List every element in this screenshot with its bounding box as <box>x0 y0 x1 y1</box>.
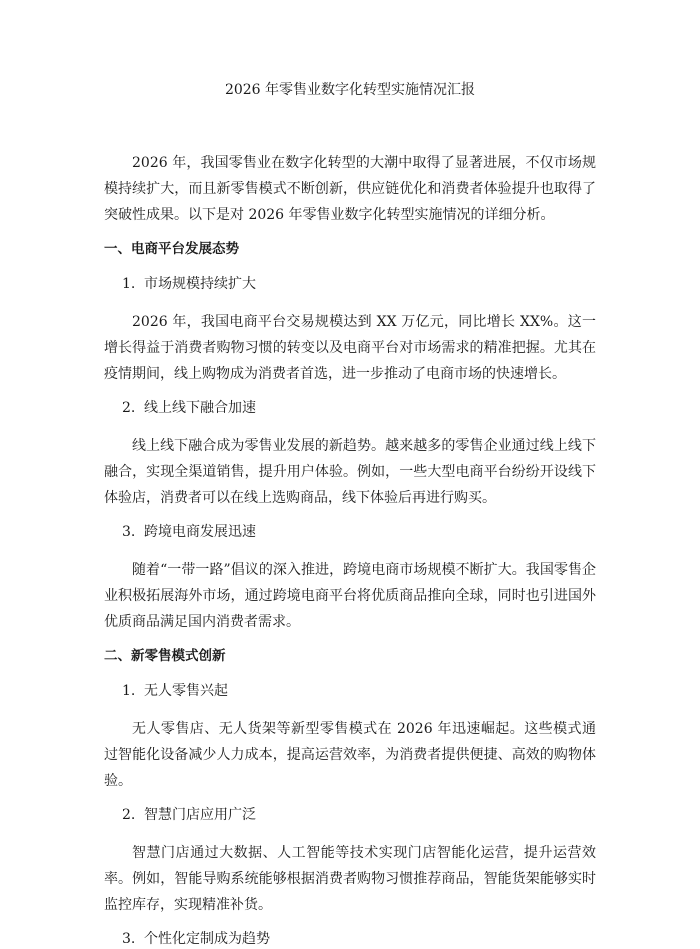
paragraph-1-3: 随着“一带一路”倡议的深入推进，跨境电商市场规模不断扩大。我国零售企业积极拓展海外市场，通过跨境电商平台将优质商品推向全球，同时也引进国外优质商品满足国内消费者需求。 <box>104 562 596 630</box>
section-heading-2: 二、新零售模式创新 <box>104 648 226 664</box>
subheading-text: 跨境电商发展迅速 <box>144 524 256 540</box>
paragraph-1-2: 线上线下融合成为零售业发展的新趋势。越来越多的零售企业通过线上线下融合，实现全渠道销售，提升用户体验。例如，一些大型电商平台纷纷开设线下体验店，消费者可以在线上选购商品，线下体验后再进行购买。 <box>104 438 596 506</box>
subheading-1-1 <box>122 274 596 294</box>
subheading-number: 2. <box>122 807 136 823</box>
subheading-text: 智慧门店应用广泛 <box>144 807 256 823</box>
subheading-text: 市场规模持续扩大 <box>144 276 256 292</box>
subheading-text: 线上线下融合加速 <box>144 400 256 416</box>
subheading-text: 无人零售兴起 <box>144 683 228 699</box>
subheading-2-2 <box>122 805 596 825</box>
paragraph-2-1: 无人零售店、无人货架等新型零售模式在 2026 年迅速崛起。这些模式通过智能化设备减少人力成本，提高运营效率，为消费者提供便捷、高效的购物体验。 <box>104 721 596 789</box>
subheading-number: 1. <box>122 276 136 292</box>
paragraph-2-2: 智慧门店通过大数据、人工智能等技术实现门店智能化运营，提升运营效率。例如，智能导购系统能够根据消费者购物习惯推荐商品，智能货架能够实时监控库存，实现精准补货。 <box>104 845 596 913</box>
paragraph-1-1: 2026 年，我国电商平台交易规模达到 XX 万亿元，同比增长 XX%。这一增长得益于消费者购物习惯的转变以及电商平台对市场需求的精准把握。尤其在疫情期间，线上购物成为消费者首选，进一步推动了电商市场的快速增长。 <box>104 314 596 382</box>
intro-paragraph: 2026 年，我国零售业在数字化转型的大潮中取得了显著进展，不仅市场规模持续扩大，而且新零售模式不断创新，供应链优化和消费者体验提升也取得了突破性成果。以下是对 2026 年零售业数字化转型实施情况的详细分析。 <box>104 155 596 223</box>
subheading-number: 3. <box>122 524 136 540</box>
section-heading-1: 一、电商平台发展态势 <box>104 241 239 257</box>
subheading-1-2 <box>122 398 596 418</box>
document-title: 2026 年零售业数字化转型实施情况汇报 <box>224 82 476 98</box>
subheading-2-3 <box>122 929 596 949</box>
subheading-number: 1. <box>122 683 136 699</box>
subheading-2-1 <box>122 681 596 701</box>
subheading-number: 3. <box>122 931 136 947</box>
subheading-text: 个性化定制成为趋势 <box>144 931 270 947</box>
subheading-number: 2. <box>122 400 136 416</box>
subheading-1-3 <box>122 522 596 542</box>
